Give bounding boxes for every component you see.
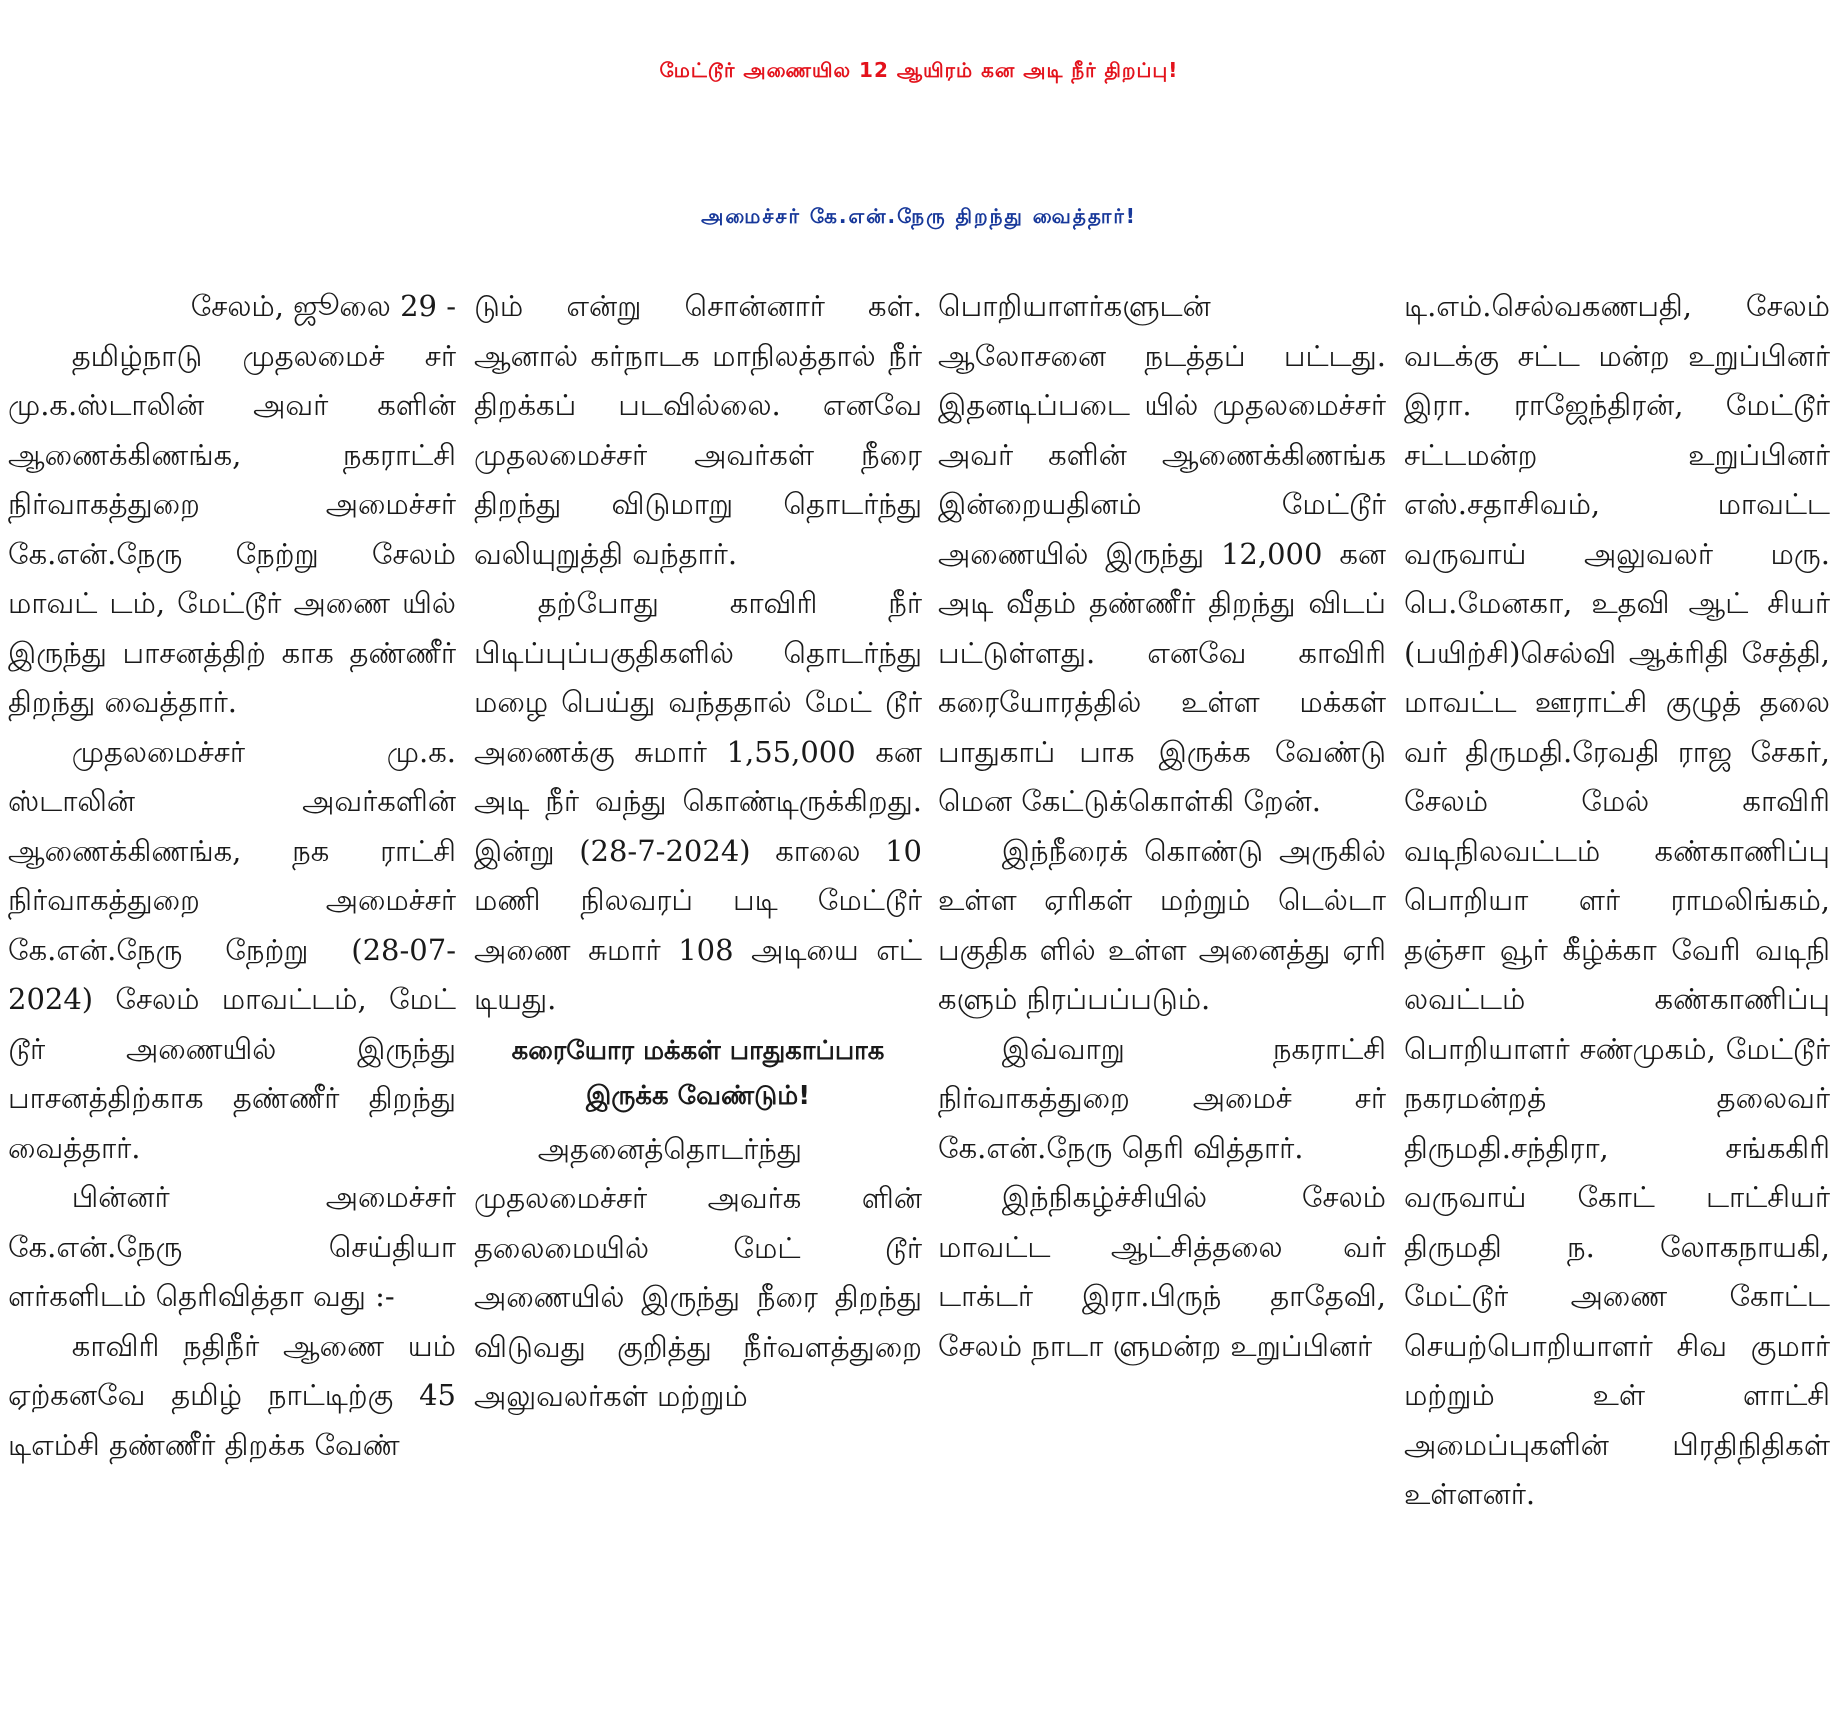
article-body xyxy=(8,282,1830,1702)
dateline: சேலம், ஜூலை 29 - xyxy=(190,289,456,323)
paragraph: அதனைத்தொடர்ந்து முதலமைச்சர் அவர்க ளின் தலைமையில் மேட் டூர் அணையில் இருந்து நீரை திறந்து விடுவது குறித்து நீர்வளத்துறை அலுவலர்கள் மற்றும் xyxy=(474,1131,922,1413)
paragraph: காவிரி நதிநீர் ஆணை யம் ஏற்கனவே தமிழ் நாட்டிற்கு 45 டிஎம்சி தண்ணீர் திறக்க வேண் xyxy=(8,1328,456,1462)
paragraph: பின்னர் அமைச்சர் கே.என்.நேரு செய்தியா ளர்களிடம் தெரிவித்தா வது :- xyxy=(8,1180,456,1313)
article-column-2 xyxy=(474,282,922,1702)
paragraph: இந்நிகழ்ச்சியில் சேலம் மாவட்ட ஆட்சித்தலை வர் டாக்டர் இரா.பிருந் தாதேவி, சேலம் நாடா ளுமன்ற உறுப்பினர் xyxy=(938,1180,1386,1363)
paragraph: இவ்வாறு நகராட்சி நிர்வாகத்துறை அமைச் சர் கே.என்.நேரு தெரி வித்தார். xyxy=(938,1031,1386,1165)
section-subheading: கரையோர மக்கள் பாதுகாப்பாக இருக்க வேண்டும்! xyxy=(511,1035,885,1111)
paragraph: டும் என்று சொன்னார் கள். ஆனால் கர்நாடக மாநிலத்தால் நீர் திறக்கப் படவில்லை. எனவே முதலமைச்சர் அவர்கள் நீரை திறந்து விடுமாறு தொடர்ந்து வலியுறுத்தி வந்தார். xyxy=(474,289,922,571)
article-column-1 xyxy=(8,282,456,1702)
paragraph: பொறியாளர்களுடன் ஆலோசனை நடத்தப் பட்டது. இதனடிப்படை யில் முதலமைச்சர் அவர் களின் ஆணைக்கிணங்க இன்றையதினம் மேட்டூர் அணையில் இருந்து 12,000 கன அடி வீதம் தண்ணீர் திறந்து விடப் பட்டுள்ளது. எனவே காவிரி கரையோரத்தில் உள்ள மக்கள் பாதுகாப் பாக இருக்க வேண்டு மென கேட்டுக்கொள்கி றேன். xyxy=(938,289,1386,818)
paragraph: டி.எம்.செல்வகணபதி, சேலம் வடக்கு சட்ட மன்ற உறுப்பினர் இரா. ராஜேந்திரன், மேட்டூர் சட்டமன்ற உறுப்பினர் எஸ்.சதாசிவம், மாவட்ட வருவாய் அலுவலர் மரு. பெ.மேனகா, உதவி ஆட் சியர் (பயிற்சி)செல்வி ஆக்ரிதி சேத்தி, மாவட்ட ஊராட்சி குழுத் தலை வர் திருமதி.ரேவதி ராஜ சேகர், சேலம் மேல் காவிரி வடிநிலவட்டம் கண்காணிப்பு பொறியா ளர் ராமலிங்கம், தஞ்சா வூர் கீழ்க்கா வேரி வடிநி லவட்டம் கண்காணிப்பு பொறியாளர் சண்முகம், மேட்டூர் நகரமன்றத் தலைவர் திருமதி.சந்திரா, சங்ககிரி வருவாய் கோட் டாட்சியர் திருமதி ந. லோகநாயகி, மேட்டூர் அணை கோட்ட செயற்பொறியாளர் சிவ குமார் மற்றும் உள் ளாட்சி அமைப்புகளின் பிரதிநிதிகள் உள்ளனர். xyxy=(1404,289,1830,1511)
article-column-4 xyxy=(1404,282,1830,1702)
article-column-3 xyxy=(938,282,1386,1702)
subheadline: அமைச்சர் கே.என்.நேரு திறந்து வைத்தார்! xyxy=(701,204,1137,228)
paragraph: இந்நீரைக் கொண்டு அருகில் உள்ள ஏரிகள் மற்றும் டெல்டா பகுதிக ளில் உள்ள அனைத்து ஏரி களும் நிரப்பப்படும். xyxy=(938,833,1386,1016)
paragraph: முதலமைச்சர் மு.க. ஸ்டாலின் அவர்களின் ஆணைக்கிணங்க, நக ராட்சி நிர்வாகத்துறை அமைச்சர் கே.என்.நேரு நேற்று (28-07-2024) சேலம் மாவட்டம், மேட் டூர் அணையில் இருந்து பாசனத்திற்காக தண்ணீர் திறந்து வைத்தார். xyxy=(8,734,456,1165)
paragraph: தற்போது காவிரி நீர் பிடிப்புப்பகுதிகளில் தொடர்ந்து மழை பெய்து வந்ததால் மேட் டூர் அணைக்கு சுமார் 1,55,000 கன அடி நீர் வந்து கொண்டிருக்கிறது. இன்று (28-7-2024) காலை 10 மணி நிலவரப் படி மேட்டூர் அணை சுமார் 108 அடியை எட் டியது. xyxy=(474,586,922,1016)
headline: மேட்டூர் அணையில 12 ஆயிரம் கன அடி நீர் திறப்பு! xyxy=(659,58,1179,82)
paragraph: தமிழ்நாடு முதலமைச் சர் மு.க.ஸ்டாலின் அவர் களின் ஆணைக்கிணங்க, நகராட்சி நிர்வாகத்துறை அமைச்சர் கே.என்.நேரு நேற்று சேலம் மாவட் டம், மேட்டூர் அணை யில் இருந்து பாசனத்திற் காக தண்ணீர் திறந்து வைத்தார். xyxy=(8,338,456,719)
